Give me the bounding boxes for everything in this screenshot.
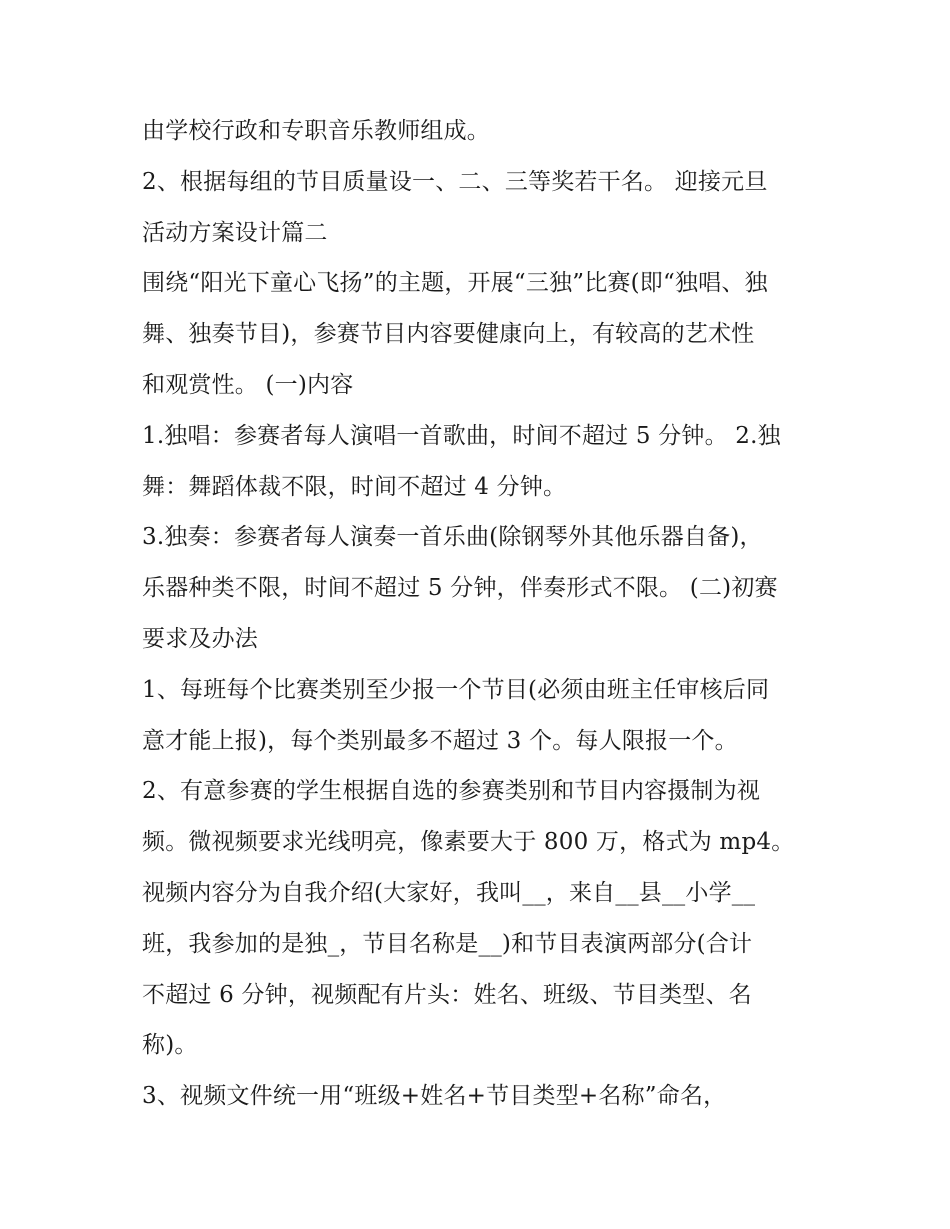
text-line: 舞、独奏节目)，参赛节目内容要健康向上，有较高的艺术性 [142,321,755,348]
document-body [142,106,822,1122]
text-line: 和观赏性。 (一)内容 [142,371,354,398]
text-line: 2、有意参赛的学生根据自选的参赛类别和节目内容摄制为视 [142,778,761,805]
text-line: 频。微视频要求光线明亮，像素要大于 800 万，格式为 mp4。 [142,829,795,856]
text-line: 乐器种类不限，时间不超过 5 分钟，伴奏形式不限。 (二)初赛 [142,575,778,602]
text-line: 活动方案设计篇二 [142,219,328,246]
text-line: 3.独奏：参赛者每人演奏一首乐曲(除钢琴外其他乐器自备)， [142,524,763,551]
text-line: 要求及办法 [142,625,258,652]
text-line: 2、根据每组的节目质量设一、二、三等奖若干名。 迎接元旦 [142,168,768,195]
text-line: 不超过 6 分钟，视频配有片头：姓名、班级、节目类型、名 [142,981,752,1008]
text-line: 意才能上报)，每个类别最多不超过 3 个。每人限报一个。 [142,727,738,754]
text-line: 1、每班每个比赛类别至少报一个节目(必须由班主任审核后同 [142,676,770,703]
text-line: 班，我参加的是独_，节目名称是__)和节目表演两部分(合计 [142,930,753,957]
text-line: 称)。 [142,1032,198,1059]
text-line: 围绕“阳光下童心飞扬”的主题，开展“三独”比赛(即“独唱、独 [142,270,768,297]
text-line: 舞：舞蹈体裁不限，时间不超过 4 分钟。 [142,473,567,500]
text-line: 1.独唱：参赛者每人演唱一首歌曲，时间不超过 5 分钟。 2.独 [142,422,781,449]
text-line: 视频内容分为自我介绍(大家好，我叫__，来自__县__小学__ [142,879,756,906]
text-line: 3、视频文件统一用“班级+姓名+节目类型+名称”命名， [142,1083,727,1110]
text-line: 由学校行政和专职音乐教师组成。 [142,118,490,144]
